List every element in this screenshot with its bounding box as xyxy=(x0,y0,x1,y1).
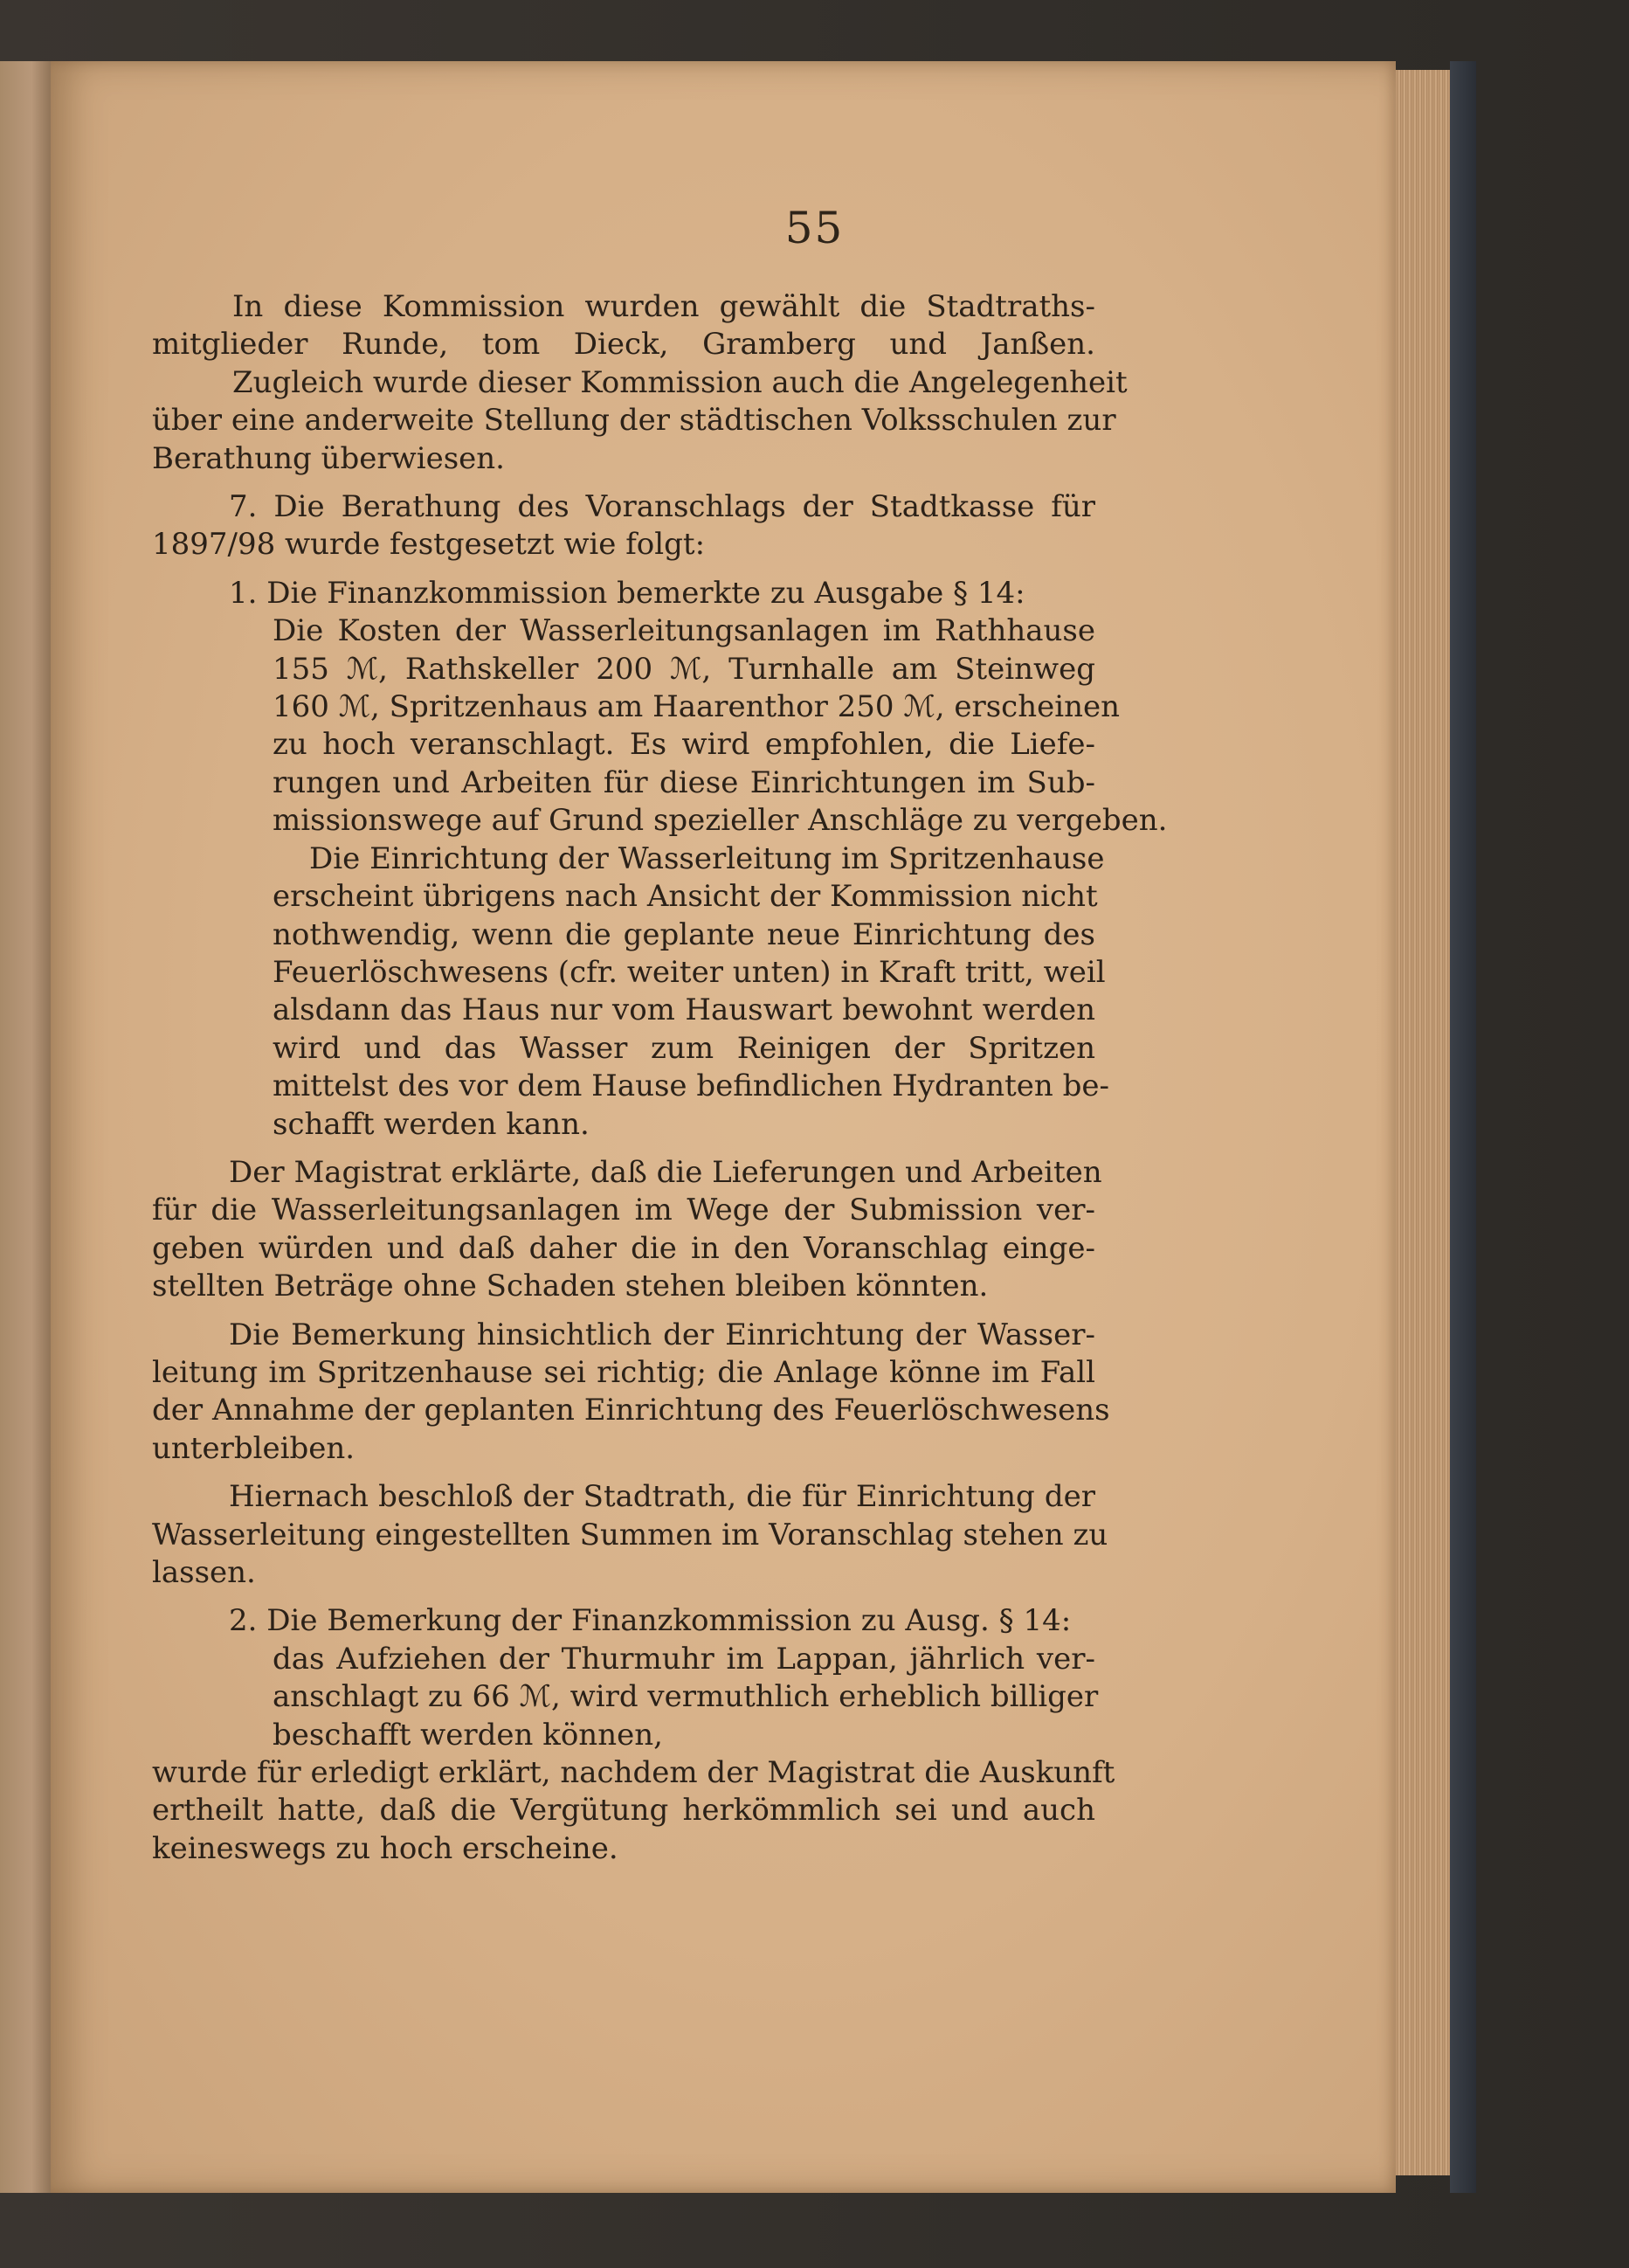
text-line: das Aufziehen der Thurmuhr im Lappan, jährlich ver- xyxy=(273,1641,1095,1677)
text-line: für die Wasserleitungsanlagen im Wege der Submission ver- xyxy=(152,1193,1095,1228)
text-line: lassen. xyxy=(152,1555,256,1590)
body-text xyxy=(152,288,1168,1868)
text-line: stellten Beträge ohne Schaden stehen bleiben könnten. xyxy=(152,1269,989,1304)
text-line: Berathung überwiesen. xyxy=(152,440,505,476)
text-line: 1. Die Finanzkommission bemerkte zu Ausgabe § 14: xyxy=(229,575,1025,611)
text-line: über eine anderweite Stellung der städtischen Volksschulen zur xyxy=(152,403,1116,439)
text-line: der Annahme der geplanten Einrichtung des Feuerlöschwesens xyxy=(152,1393,1110,1428)
text-line: schafft werden kann. xyxy=(273,1106,590,1142)
text-line: 1897/98 wurde festgesetzt wie folgt: xyxy=(152,527,706,563)
text-line: wird und das Wasser zum Reinigen der Spritzen xyxy=(273,1030,1095,1066)
text-line: anschlagt zu 66 ℳ, wird vermuthlich erheblich billiger xyxy=(273,1679,1099,1715)
book-cover-edge xyxy=(1450,61,1476,2193)
text-line: Die Einrichtung der Wasserleitung im Spritzenhause xyxy=(309,840,1105,876)
facing-page-edge xyxy=(0,61,52,2193)
text-line: rungen und Arbeiten für diese Einrichtungen im Sub- xyxy=(273,764,1095,800)
text-line: ertheilt hatte, daß die Vergütung herkömmlich sei und auch xyxy=(152,1793,1095,1829)
page-number: 55 xyxy=(784,203,845,253)
text-line: 155 ℳ, Rathskeller 200 ℳ, Turnhalle am Steinweg xyxy=(273,651,1095,687)
text-line: Wasserleitung eingestellten Summen im Voranschlag stehen zu xyxy=(152,1517,1108,1552)
text-line: Die Bemerkung hinsichtlich der Einrichtung der Wasser- xyxy=(229,1317,1095,1352)
text-line: 7. Die Berathung des Voranschlags der Stadtkasse für xyxy=(229,489,1095,525)
text-line: zu hoch veranschlagt. Es wird empfohlen, die Liefe- xyxy=(273,727,1095,763)
text-line: erscheint übrigens nach Ansicht der Kommission nicht xyxy=(273,879,1098,915)
text-line: beschafft werden können, xyxy=(273,1717,663,1753)
text-line: missionswege auf Grund spezieller Anschläge zu vergeben. xyxy=(273,803,1168,839)
text-line: In diese Kommission wurden gewählt die Stadtraths- xyxy=(232,289,1095,324)
text-line: wurde für erledigt erklärt, nachdem der Magistrat die Auskunft xyxy=(152,1755,1115,1791)
text-line: alsdann das Haus nur vom Hauswart bewohnt werden xyxy=(273,992,1095,1028)
text-line: nothwendig, wenn die geplante neue Einrichtung des xyxy=(273,916,1095,952)
text-line: 2. Die Bemerkung der Finanzkommission zu Ausg. § 14: xyxy=(229,1603,1072,1639)
text-line: geben würden und daß daher die in den Voranschlag einge- xyxy=(152,1230,1095,1266)
text-line: 160 ℳ, Spritzenhaus am Haarenthor 250 ℳ, erscheinen xyxy=(273,689,1120,725)
page-block-edges xyxy=(1396,70,1450,2175)
text-line: mittelst des vor dem Hause befindlichen Hydranten be- xyxy=(273,1068,1110,1104)
text-line: leitung im Spritzenhause sei richtig; die Anlage könne im Fall xyxy=(152,1354,1095,1390)
text-line: Hiernach beschloß der Stadtrath, die für Einrichtung der xyxy=(229,1479,1095,1515)
text-line: mitglieder Runde, tom Dieck, Gramberg und Janßen. xyxy=(152,327,1095,363)
text-line: unterbleiben. xyxy=(152,1430,355,1466)
text-line: keineswegs zu hoch erscheine. xyxy=(152,1830,618,1866)
text-line: Der Magistrat erklärte, daß die Lieferungen und Arbeiten xyxy=(229,1154,1102,1190)
text-line: Die Kosten der Wasserleitungsanlagen im Rathhause xyxy=(273,613,1095,649)
text-line: Zugleich wurde dieser Kommission auch die Angelegenheit xyxy=(232,364,1128,400)
text-line: Feuerlöschwesens (cfr. weiter unten) in Kraft tritt, weil xyxy=(273,954,1106,990)
